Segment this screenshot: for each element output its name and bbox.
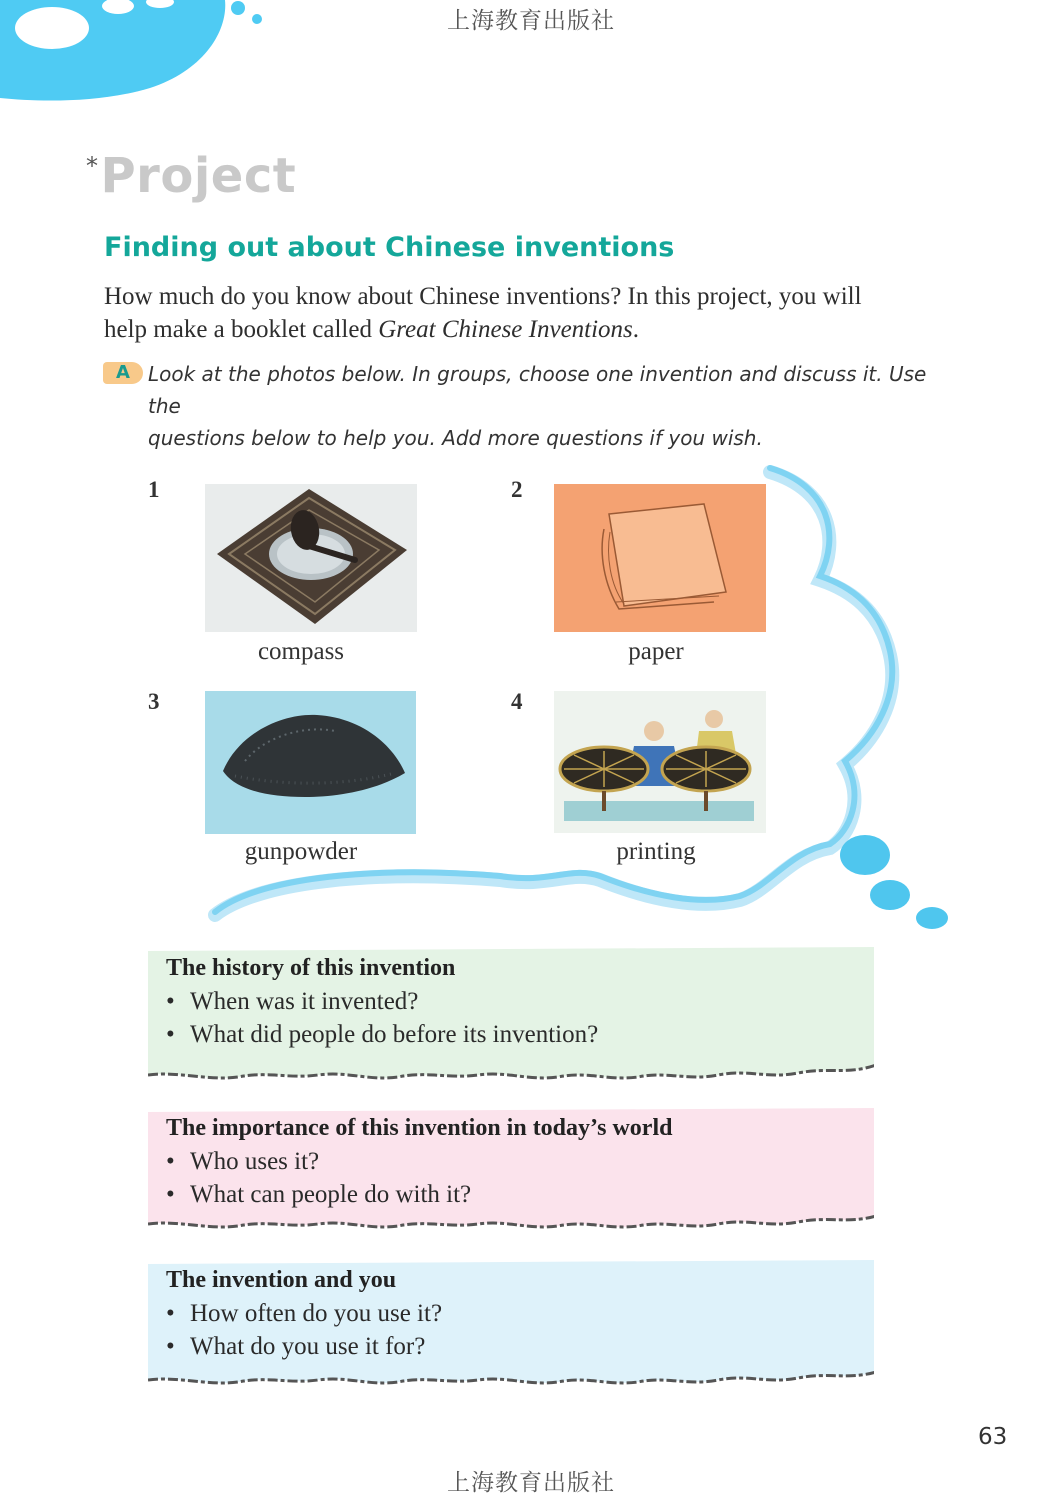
compass-photo xyxy=(205,484,417,632)
caption-paper: paper xyxy=(628,638,684,665)
box-title: The importance of this invention in today’s world xyxy=(166,1115,673,1141)
question-text: What do you use it for? xyxy=(190,1333,426,1360)
invention-number: 4 xyxy=(511,689,523,714)
page-number: 63 xyxy=(978,1424,1008,1450)
question-item: • How often do you use it? xyxy=(166,1300,443,1327)
question-item: • When was it invented? xyxy=(166,988,419,1015)
question-box-importance xyxy=(148,1108,874,1234)
printing-photo xyxy=(554,691,766,833)
intro-period: . xyxy=(632,316,640,343)
task-a-badge: A xyxy=(103,362,143,384)
box-title: The history of this invention xyxy=(166,955,456,981)
question-text: What can people do with it? xyxy=(190,1181,472,1208)
question-item: • What did people do before its invention? xyxy=(166,1021,599,1048)
intro-line-2-text: help make a booklet called xyxy=(104,316,379,343)
question-box-you xyxy=(148,1260,874,1390)
invention-number: 2 xyxy=(511,477,523,502)
gunpowder-photo xyxy=(205,691,416,834)
project-title: Project xyxy=(100,148,297,204)
intro-paragraph xyxy=(104,280,944,346)
paper-photo xyxy=(554,484,766,632)
optional-star: * xyxy=(86,152,99,180)
printing-wheels-icon xyxy=(554,691,766,833)
compass-icon xyxy=(205,484,417,632)
caption-printing: printing xyxy=(616,838,696,865)
question-item: • What do you use it for? xyxy=(166,1333,426,1360)
intro-line-1: How much do you know about Chinese inventions? In this project, you will xyxy=(104,283,862,310)
caption-gunpowder: gunpowder xyxy=(244,838,358,865)
booklet-title: Great Chinese Inventions xyxy=(378,316,633,343)
question-box-history xyxy=(148,947,874,1087)
caption-compass: compass xyxy=(257,638,345,665)
invention-number: 1 xyxy=(148,477,160,502)
question-text: What did people do before its invention? xyxy=(190,1021,599,1048)
invention-number: 3 xyxy=(148,689,160,714)
question-item: • Who uses it? xyxy=(166,1148,320,1175)
gunpowder-pile-icon xyxy=(205,691,416,834)
paper-stack-icon xyxy=(554,484,766,632)
task-a-instructions xyxy=(148,358,938,454)
question-text: Who uses it? xyxy=(190,1148,320,1175)
publisher-header: 上海教育出版社 xyxy=(447,8,615,34)
project-heading xyxy=(86,148,296,204)
question-text: When was it invented? xyxy=(190,988,419,1015)
box-title: The invention and you xyxy=(166,1267,397,1293)
question-text: How often do you use it? xyxy=(190,1300,443,1327)
publisher-footer: 上海教育出版社 xyxy=(447,1470,615,1496)
intro-line-2 xyxy=(104,313,944,346)
question-item: • What can people do with it? xyxy=(166,1181,472,1208)
task-line-1: Look at the photos below. In groups, choose one invention and discuss it. Use the xyxy=(148,362,927,418)
task-line-2: questions below to help you. Add more questions if you wish. xyxy=(148,426,763,450)
project-subtitle: Finding out about Chinese inventions xyxy=(104,232,675,263)
